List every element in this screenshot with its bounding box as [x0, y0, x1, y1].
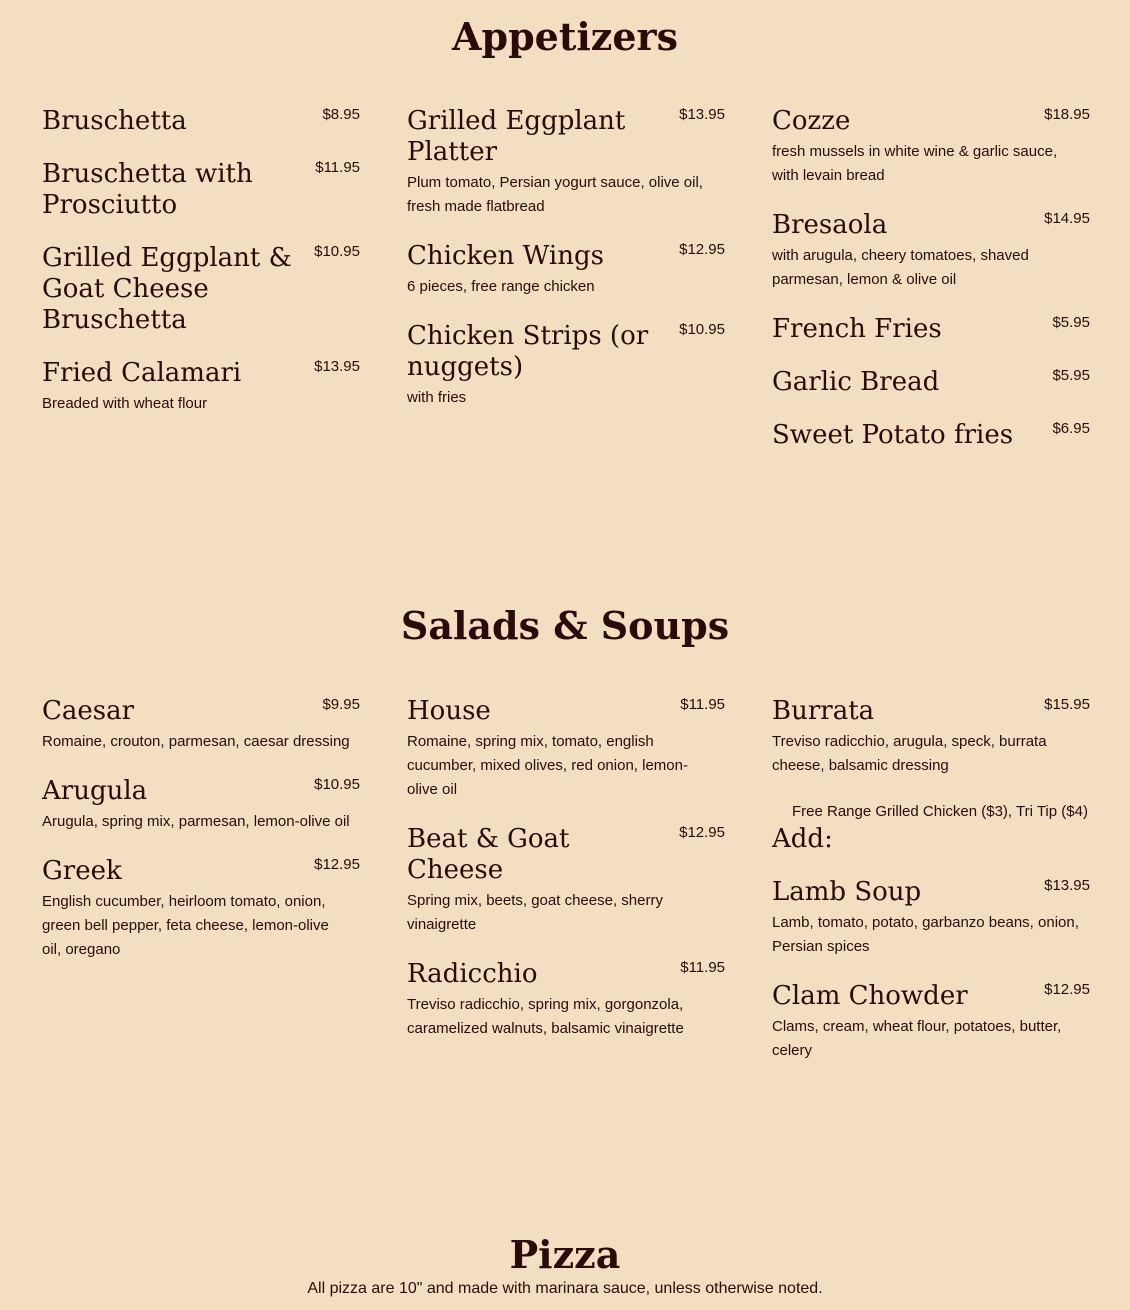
- menu-item-price: $13.95: [679, 106, 725, 123]
- menu-item-price: $5.95: [1052, 314, 1090, 331]
- menu-item: [772, 210, 1090, 292]
- menu-item: [42, 696, 360, 754]
- menu-item-name: French Fries: [772, 314, 942, 344]
- menu-item: [407, 959, 725, 1041]
- menu-item-price: $12.95: [1044, 981, 1090, 998]
- menu-item-price: $11.95: [680, 959, 725, 976]
- menu-item: [407, 321, 725, 410]
- menu-item-price: $12.95: [679, 824, 725, 841]
- menu-item-name: Cozze: [772, 106, 851, 136]
- menu-item-name: Bruschetta with Prosciutto: [42, 159, 253, 220]
- menu-item-description: Treviso radicchio, spring mix, gorgonzola, caramelized walnuts, balsamic vinaigrette: [407, 996, 684, 1037]
- menu-item-name: Bresaola: [772, 210, 888, 240]
- add-ons-note: Free Range Grilled Chicken ($3), Tri Tip ($4): [792, 803, 1088, 820]
- menu-item-name: House: [407, 696, 491, 726]
- menu-item: [42, 106, 360, 137]
- menu-item-name: Burrata: [772, 696, 875, 726]
- menu-item: [772, 106, 1090, 188]
- menu-item-name: Grilled Eggplant Platter: [407, 106, 626, 167]
- section-title-pizza: Pizza: [509, 1232, 621, 1277]
- menu-item: [407, 824, 725, 937]
- menu-item-price: $10.95: [314, 776, 360, 793]
- menu-item-name: Bruschetta: [42, 106, 187, 136]
- salads-column-3-top: [772, 696, 1090, 778]
- menu-item-description: with fries: [407, 389, 467, 406]
- menu-item-description: Romaine, spring mix, tomato, english cucumber, mixed olives, red onion, lemon-olive oil: [407, 733, 688, 798]
- menu-item-description: Romaine, crouton, parmesan, caesar dressing: [42, 733, 350, 750]
- salads-column-3: [772, 696, 1090, 1085]
- menu-item-name: Fried Calamari: [42, 358, 242, 388]
- menu-item-name: Chicken Strips (or nuggets): [407, 321, 649, 382]
- menu-item-price: $9.95: [322, 696, 360, 713]
- salads-column-2: [407, 696, 725, 1063]
- menu-item-name: Radicchio: [407, 959, 538, 989]
- menu-item-price: $5.95: [1052, 367, 1090, 384]
- menu-item: [42, 243, 360, 336]
- menu-item-name: Chicken Wings: [407, 241, 604, 271]
- section-title-appetizers: Appetizers: [452, 14, 678, 59]
- menu-item: [772, 981, 1090, 1063]
- menu-item-description: 6 pieces, free range chicken: [407, 278, 595, 295]
- menu-item-price: $15.95: [1044, 696, 1090, 713]
- menu-item-name: Greek: [42, 856, 122, 886]
- menu-item-name: Clam Chowder: [772, 981, 968, 1011]
- menu-item-name: Arugula: [42, 776, 148, 806]
- menu-item-price: $11.95: [680, 696, 725, 713]
- menu-item-description: Spring mix, beets, goat cheese, sherry vinaigrette: [407, 892, 663, 933]
- add-ons-label: Add:: [772, 824, 833, 854]
- menu-item-description: fresh mussels in white wine & garlic sauce, with levain bread: [772, 143, 1058, 184]
- menu-item: [42, 358, 360, 416]
- menu-item: [772, 877, 1090, 959]
- menu-item: [42, 159, 360, 221]
- menu-item: [772, 696, 1090, 778]
- menu-item-description: English cucumber, heirloom tomato, onion, green bell pepper, feta cheese, lemon-olive oil, oregano: [42, 893, 329, 958]
- menu-item-price: $13.95: [1044, 877, 1090, 894]
- menu-item-name: Caesar: [42, 696, 135, 726]
- menu-item-price: $13.95: [314, 358, 360, 375]
- menu-item: [407, 696, 725, 802]
- menu-item: [42, 856, 360, 962]
- menu-item: [407, 106, 725, 219]
- menu-item: [772, 420, 1090, 451]
- menu-item: [42, 776, 360, 834]
- menu-item-description: with arugula, cheery tomatoes, shaved parmesan, lemon & olive oil: [772, 247, 1029, 288]
- menu-item-name: Grilled Eggplant & Goat Cheese Bruschetta: [42, 243, 292, 335]
- menu-item-price: $8.95: [322, 106, 360, 123]
- menu-item: [772, 367, 1090, 398]
- appetizers-column-1: [42, 106, 360, 438]
- appetizers-column-3: [772, 106, 1090, 473]
- menu-item-price: $18.95: [1044, 106, 1090, 123]
- menu-item-description: Breaded with wheat flour: [42, 395, 208, 412]
- salads-column-3-bottom: [772, 877, 1090, 1063]
- menu-item-price: $10.95: [314, 243, 360, 260]
- menu-item-price: $6.95: [1052, 420, 1090, 437]
- menu-item-description: Lamb, tomato, potato, garbanzo beans, onion, Persian spices: [772, 914, 1079, 955]
- appetizers-column-2: [407, 106, 725, 432]
- menu-item-price: $11.95: [315, 159, 360, 176]
- menu-item-description: Plum tomato, Persian yogurt sauce, olive oil, fresh made flatbread: [407, 174, 703, 215]
- menu-item-price: $14.95: [1044, 210, 1090, 227]
- pizza-note: All pizza are 10" and made with marinara sauce, unless otherwise noted.: [307, 1280, 823, 1297]
- menu-item: [772, 314, 1090, 345]
- menu-item-description: Clams, cream, wheat flour, potatoes, butter, celery: [772, 1018, 1062, 1059]
- menu-item-description: Arugula, spring mix, parmesan, lemon-olive oil: [42, 813, 350, 830]
- menu-item-price: $10.95: [679, 321, 725, 338]
- menu-item-name: Garlic Bread: [772, 367, 940, 397]
- menu-item-price: $12.95: [314, 856, 360, 873]
- menu-item: [407, 241, 725, 299]
- menu-item-name: Beat & Goat Cheese: [407, 824, 570, 885]
- section-title-salads-soups: Salads & Soups: [400, 603, 730, 648]
- salads-column-1: [42, 696, 360, 984]
- menu-item-name: Sweet Potato fries: [772, 420, 1014, 450]
- menu-item-name: Lamb Soup: [772, 877, 922, 907]
- menu-item-price: $12.95: [679, 241, 725, 258]
- menu-item-description: Treviso radicchio, arugula, speck, burrata cheese, balsamic dressing: [772, 733, 1047, 774]
